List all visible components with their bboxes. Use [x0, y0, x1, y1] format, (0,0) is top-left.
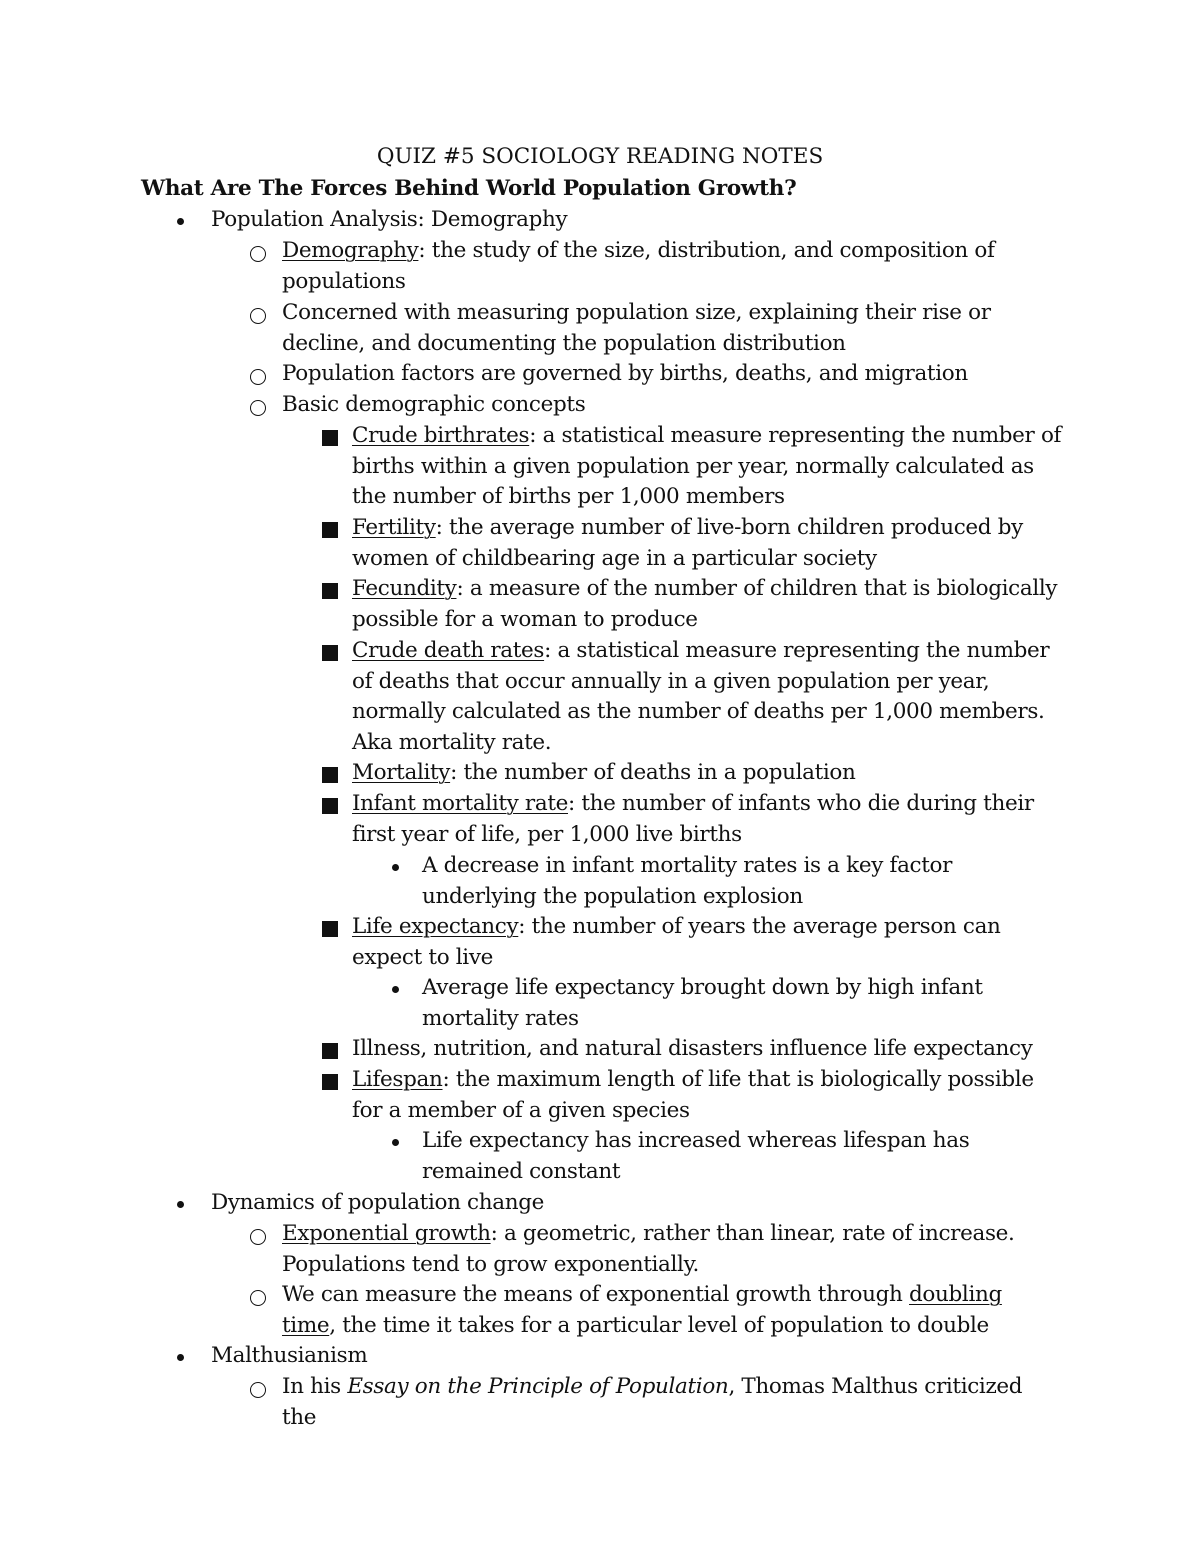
section-heading: What Are The Forces Behind World Population Growth? — [141, 176, 797, 201]
list-item-illness: Illness, nutrition, and natural disasters influence life expectancy — [352, 1036, 1033, 1061]
list-item-infant-mortality-rate: Infant mortality rate: the number of infants who die during their first year of life, per 1,000 live births — [352, 791, 1034, 847]
term-fertility: Fertility — [352, 515, 436, 540]
term-exponential-growth: Exponential growth — [282, 1221, 491, 1246]
list-item-population-analysis: Population Analysis: Demography — [211, 207, 568, 232]
term-crude-death-rates: Crude death rates — [352, 638, 545, 663]
list-item-population-factors: Population factors are governed by births, deaths, and migration — [282, 361, 968, 386]
bullet-dot-icon — [392, 986, 399, 993]
term-demography: Demography — [282, 238, 419, 263]
bullet-circle-icon — [250, 246, 266, 262]
bullet-circle-icon — [250, 400, 266, 416]
term-fecundity: Fecundity — [352, 576, 457, 601]
list-item-malthus-essay: In his Essay on the Principle of Population, Thomas Malthus criticized the — [282, 1374, 1023, 1430]
bullet-circle-icon — [250, 1290, 266, 1306]
list-item-crude-death-rates: Crude death rates: a statistical measure representing the number of deaths that occur annually in a given population per year, normally calculated as the number of deaths per 1,000 members. Aka mortality rate. — [352, 638, 1050, 756]
bullet-dot-icon — [177, 1354, 184, 1361]
bullet-square-icon — [322, 1043, 338, 1059]
bullet-square-icon — [322, 583, 338, 599]
list-item-fertility: Fertility: the average number of live-born children produced by women of childbearing age in a particular society — [352, 515, 1023, 571]
list-item-lifespan: Lifespan: the maximum length of life that is biologically possible for a member of a given species — [352, 1067, 1034, 1123]
list-item-concerned: Concerned with measuring population size, explaining their rise or decline, and documenting the population distribution — [282, 300, 991, 356]
list-item-basic-concepts: Basic demographic concepts — [282, 392, 586, 417]
list-item-dynamics: Dynamics of population change — [211, 1190, 544, 1215]
bullet-circle-icon — [250, 1382, 266, 1398]
bullet-square-icon — [322, 798, 338, 814]
term-crude-birthrates: Crude birthrates — [352, 423, 530, 448]
term-lifespan: Lifespan — [352, 1067, 443, 1092]
list-item-fecundity: Fecundity: a measure of the number of children that is biologically possible for a woman to produce — [352, 576, 1058, 632]
term-mortality: Mortality — [352, 760, 451, 785]
bullet-circle-icon — [250, 1229, 266, 1245]
bullet-square-icon — [322, 1074, 338, 1090]
bullet-square-icon — [322, 430, 338, 446]
bullet-circle-icon — [250, 369, 266, 385]
list-item-life-expectancy: Life expectancy: the number of years the average person can expect to live — [352, 914, 1001, 970]
list-item-infant-mortality-note: A decrease in infant mortality rates is a key factor underlying the population explosion — [422, 853, 953, 909]
bullet-square-icon — [322, 921, 338, 937]
term-doubling-time: doubling time — [282, 1282, 1002, 1338]
bullet-dot-icon — [392, 864, 399, 871]
bullet-square-icon — [322, 522, 338, 538]
page-title: QUIZ #5 SOCIOLOGY READING NOTES — [376, 144, 824, 169]
bullet-dot-icon — [177, 218, 184, 225]
list-item-lifespan-note: Life expectancy has increased whereas lifespan has remained constant — [422, 1128, 970, 1184]
term-life-expectancy: Life expectancy — [352, 914, 519, 939]
list-item-doubling-time: We can measure the means of exponential growth through doubling time, the time it takes for a particular level of population to double — [282, 1282, 1002, 1338]
bullet-dot-icon — [392, 1139, 399, 1146]
essay-title: Essay on the Principle of Population — [347, 1374, 729, 1399]
bullet-square-icon — [322, 767, 338, 783]
list-item-life-expectancy-note: Average life expectancy brought down by high infant mortality rates — [422, 975, 983, 1031]
bullet-dot-icon — [177, 1201, 184, 1208]
bullet-circle-icon — [250, 308, 266, 324]
list-item-crude-birthrates: Crude birthrates: a statistical measure representing the number of births within a given population per year, normally calculated as the number of births per 1,000 members — [352, 423, 1062, 510]
term-infant-mortality-rate: Infant mortality rate — [352, 791, 568, 816]
list-item-malthusianism: Malthusianism — [211, 1343, 368, 1368]
list-item-demography: Demography: the study of the size, distribution, and composition of populations — [282, 238, 995, 294]
bullet-square-icon — [322, 645, 338, 661]
list-item-mortality: Mortality: the number of deaths in a population — [352, 760, 856, 785]
list-item-exponential-growth: Exponential growth: a geometric, rather than linear, rate of increase. Populations tend to grow exponentially. — [282, 1221, 1015, 1277]
